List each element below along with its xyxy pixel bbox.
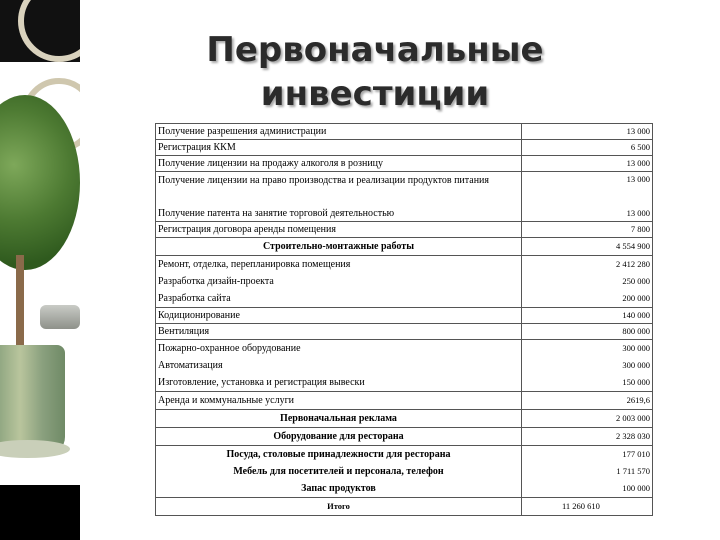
item-value: 300 000 bbox=[522, 357, 653, 374]
item-name: Ремонт, отделка, перепланировка помещения bbox=[156, 256, 522, 274]
table-row bbox=[156, 256, 653, 274]
item-value: 150 000 bbox=[522, 374, 653, 392]
item-value: 100 000 bbox=[522, 480, 653, 498]
table-row bbox=[156, 124, 653, 140]
item-value: 800 000 bbox=[522, 324, 653, 340]
item-name: Пожарно-охранное оборудование bbox=[156, 340, 522, 358]
table-row bbox=[156, 324, 653, 340]
item-value: 177 010 bbox=[522, 446, 653, 464]
item-name: Кодиционирование bbox=[156, 308, 522, 324]
item-name: Разработка дизайн-проекта bbox=[156, 273, 522, 290]
item-name: Регистрация ККМ bbox=[156, 140, 522, 156]
table-row-total bbox=[156, 498, 653, 516]
table-row bbox=[156, 428, 653, 446]
title-line-1: Первоначальные bbox=[206, 30, 544, 70]
item-name: Строительно-монтажные работы bbox=[156, 238, 522, 256]
table-row bbox=[156, 446, 653, 464]
item-value: 13 000 bbox=[522, 172, 653, 207]
table-row bbox=[156, 357, 653, 374]
table-row bbox=[156, 172, 653, 207]
table-row bbox=[156, 140, 653, 156]
item-name: Автоматизация bbox=[156, 357, 522, 374]
item-name: Запас продуктов bbox=[156, 480, 522, 498]
item-value: 2 328 030 bbox=[522, 428, 653, 446]
table-row bbox=[156, 273, 653, 290]
item-value: 1 711 570 bbox=[522, 463, 653, 480]
item-name: Посуда, столовые принадлежности для ресторана bbox=[156, 446, 522, 464]
item-name: Получение лицензии на право производства и реализации продуктов питания bbox=[156, 172, 522, 207]
table-row bbox=[156, 374, 653, 392]
table-row bbox=[156, 308, 653, 324]
decorative-plant-image bbox=[0, 0, 80, 540]
table-row bbox=[156, 290, 653, 308]
item-name: Оборудование для ресторана bbox=[156, 428, 522, 446]
item-name: Аренда и коммунальные услуги bbox=[156, 392, 522, 410]
item-name: Получение патента на занятие торговой деятельностью bbox=[156, 206, 522, 222]
pot-saucer bbox=[0, 440, 70, 458]
item-name: Регистрация договора аренды помещения bbox=[156, 222, 522, 238]
item-value: 140 000 bbox=[522, 308, 653, 324]
table-row bbox=[156, 156, 653, 172]
black-block-bottom bbox=[0, 485, 80, 540]
table-row bbox=[156, 340, 653, 358]
item-value: 250 000 bbox=[522, 273, 653, 290]
item-value: 300 000 bbox=[522, 340, 653, 358]
investment-table bbox=[155, 123, 653, 516]
item-name: Получение лицензии на продажу алкоголя в розницу bbox=[156, 156, 522, 172]
table-row bbox=[156, 463, 653, 480]
item-value: 200 000 bbox=[522, 290, 653, 308]
title-line-2: инвестиции bbox=[260, 74, 490, 114]
item-value: 2 412 280 bbox=[522, 256, 653, 274]
flower-pot bbox=[0, 345, 65, 455]
item-name: Вентиляция bbox=[156, 324, 522, 340]
item-value: 2 003 000 bbox=[522, 410, 653, 428]
item-value: 4 554 900 bbox=[522, 238, 653, 256]
watering-can bbox=[40, 305, 80, 329]
tree-trunk bbox=[16, 255, 24, 355]
item-value: 7 800 bbox=[522, 222, 653, 238]
item-name: Первоначальная реклама bbox=[156, 410, 522, 428]
total-label: Итого bbox=[156, 498, 522, 516]
item-value: 13 000 bbox=[522, 124, 653, 140]
item-value: 13 000 bbox=[522, 206, 653, 222]
item-value: 2619,6 bbox=[522, 392, 653, 410]
table-row bbox=[156, 392, 653, 410]
item-name: Получение разрешения администрации bbox=[156, 124, 522, 140]
slide-title bbox=[95, 28, 655, 116]
total-value: 11 260 610 bbox=[522, 498, 653, 516]
item-name: Изготовление, установка и регистрация вывески bbox=[156, 374, 522, 392]
item-value: 6 500 bbox=[522, 140, 653, 156]
item-value: 13 000 bbox=[522, 156, 653, 172]
table-row bbox=[156, 238, 653, 256]
table-row bbox=[156, 480, 653, 498]
item-name: Мебель для посетителей и персонала, телефон bbox=[156, 463, 522, 480]
table-row bbox=[156, 410, 653, 428]
item-name: Разработка сайта bbox=[156, 290, 522, 308]
table-row bbox=[156, 206, 653, 222]
table-row bbox=[156, 222, 653, 238]
